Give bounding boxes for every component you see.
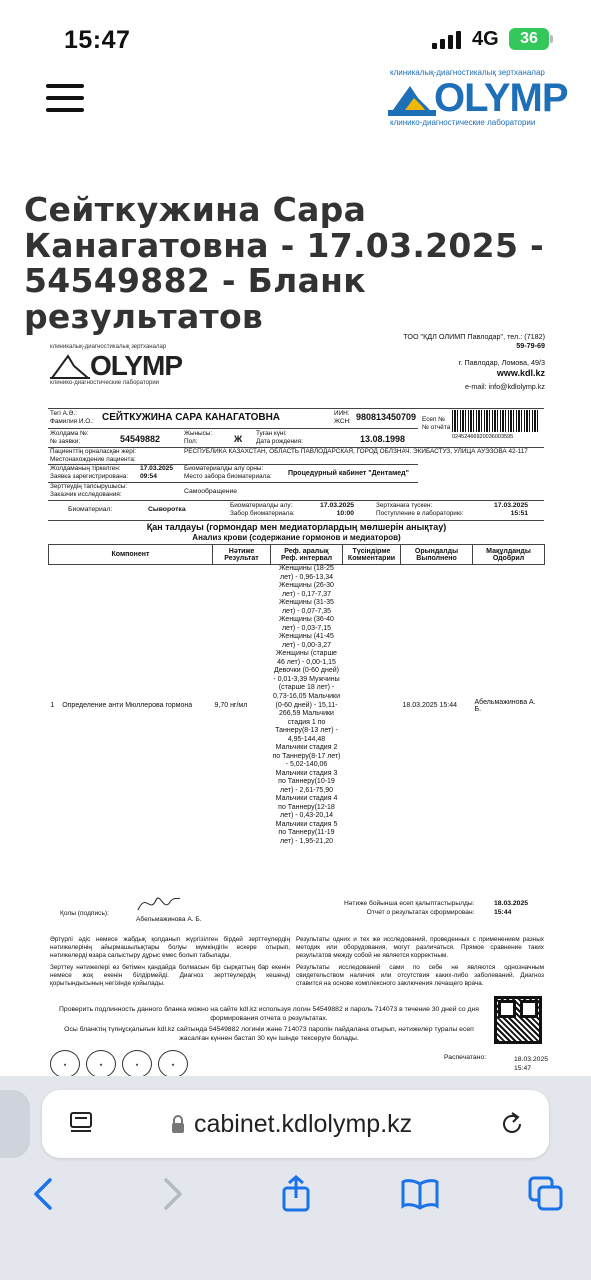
col-performed: Орындалды Выполнено [401,545,473,565]
verify-text-kz: Осы бланктің түпнұсқалығын kdl.kz сайтында 54549882 логиніи және 714073 паролін пайдалана отырып, нәтижелер туралы есеп жасалған күннен бастап 30 күн ішінде тексеруге болады. [64,1026,474,1042]
org-website: www.kdl.kz [496,368,545,378]
award-badge-icon: ★ [158,1050,188,1078]
org-address: г. Павлодар, Ломова, 49/3 [458,358,545,367]
arrival-label: Зертханаға түскен: Поступление в лабораторию: [376,502,464,517]
document-logo-mark-icon [50,352,90,380]
tabs-icon[interactable] [526,1174,566,1214]
site-logo[interactable] [386,68,566,132]
logo-word: OLYMP [434,76,568,120]
disclaimer-ru-2: Результаты исследований сами по себе не являются однозначным свидетельством наличия или отсутствия каких-либо заболеваний. Диагноз ставится на основе комплексного заключения лечащего врача. [296,964,544,988]
back-icon[interactable] [24,1174,64,1214]
order-label: Жолдама №: № заявки: [50,430,89,445]
reader-icon[interactable] [68,1110,94,1136]
section-title-ru: Анализ крови (содержание гормонов и медиаторов) [192,533,401,542]
status-time: 15:47 [64,26,131,54]
logo-mark-icon [388,80,436,116]
award-badge-icon: ★ [86,1050,116,1078]
logo-tagline-kz: клиникалық-диагностикалық зертханалар [390,68,545,77]
signature-image [136,890,182,914]
arrival-value: 17.03.2025 15:51 [494,502,529,518]
sex-label: Жынысы: Пол: [184,430,213,445]
qr-code [494,996,542,1044]
row-index: 1 [50,702,55,710]
biomaterial-value: Сыворотка [148,506,186,513]
biomaterial-label: Биоматериал: [68,506,113,513]
dob-value: 13.08.1998 [360,434,406,444]
printed-value: 18.03.2025 15:47 [514,1056,549,1072]
barcode-number: 02452466920036003595 [452,434,514,440]
disclaimer-kz-1: Әртүрлі әдіс немесе жабдық қолданып жүргізілген бірдей зерттеулердің нәтижелерінің айырмашылықтары болуы мүмкіндігін ескере отырып, нәтижелерді өзара салыстыру дұрыс емес болып табылады. [50,936,290,960]
location-label: Пациенттің орналасқан жері: Местонахождение пациента: [50,448,136,463]
document-logo-tagline-ru: клинико-диагностические лаборатории [50,380,160,386]
row-comment [343,565,401,847]
barcode [452,410,540,432]
final-value: 18.03.2025 15:44 [494,900,529,916]
sex-value: Ж [234,434,243,444]
row-performed: 18.03.2025 15:44 [402,702,457,710]
printed-label: Распечатано: [444,1054,487,1061]
page-title: Сейткужина Сара Канагатовна - 17.03.2025 - 54549882 - Бланк результатов [24,190,544,336]
award-badge-icon: ★ [122,1050,152,1078]
section-title-kz: Қан талдауы (гормондар мен медиаторлардың мөлшерін анықтау) [146,522,447,532]
name-label: Тегі А.Ә.: Фамилия И.О.: [50,410,94,425]
url-text[interactable]: cabinet.kdlolymp.kz [194,1110,413,1138]
disclaimer-kz-2: Зерттеу нәтижелері өз бетімен қандайда болмасын бір сырқаттың бар екенін немесе жоқ екенін білдірмейді. Диагноз зерттеулердің кешенді қорытындысының негізінде қойылады. [50,964,290,988]
battery-icon: 36 [509,28,549,50]
iin-value: 980813450709 [356,412,417,422]
document-logo-tagline-kz: клиникалық-диагностикалық зертханалар [50,344,167,350]
lock-icon [170,1114,186,1134]
browser-toolbar [0,1076,591,1280]
org-phone: 59-79-69 [516,341,545,350]
cellular-signal-icon [432,31,462,49]
network-type: 4G [472,28,499,50]
row-result: 9,70 нг/мл [214,702,248,710]
signature-label: Қолы (подпись): [60,910,109,917]
iin-label: ИИН: ЖСН: [334,410,351,425]
address-bar[interactable] [42,1090,549,1158]
col-result: Нәтиже Результат [213,545,271,565]
forward-icon[interactable] [152,1174,192,1214]
signature-name: Абельмажинова А. Б. [136,916,202,923]
menu-icon[interactable] [46,84,84,112]
col-approved: Мақұлданды Одобрил [473,545,545,565]
share-icon[interactable] [276,1174,316,1214]
dob-label: Туған күні: Дата рождения: [256,430,303,445]
row-approved: Абельмажинова А. Б. [474,698,536,713]
col-comment: Түсіндірме Комментарии [343,545,401,565]
verify-text-ru: Проверить подлинность данного бланка можно на сайте kdl.kz используя логин 54549882 и пароль 714073 в течение 30 дней со дня формирования отчета о результатах. [59,1006,479,1022]
document-logo [50,344,200,384]
col-reference: Реф. аралық Реф. интервал [271,545,343,565]
disclaimer-ru-1: Результаты одних и тех же исследований, проведенных с применением разных методик или оборудования, могут различаться. Прямое сравнение таких результатов между собой не является корректным. [296,936,544,960]
logo-tagline-ru: клинико-диагностические лаборатории [390,118,536,127]
collect-time-value: 17.03.2025 10:00 [320,502,355,518]
bookmarks-icon[interactable] [400,1174,440,1214]
org-name: ТОО "КДЛ ОЛИМП Павлодар", тел.: (7182) [403,332,545,341]
registration-value: 17.03.2025 09:54 [140,465,174,480]
row-component [49,565,213,847]
reload-icon[interactable] [498,1110,526,1138]
location-value: РЕСПУБЛИКА КАЗАХСТАН, ОБЛАСТЬ ПАВЛОДАРСКАЯ, ГОРОД ОБЛЗНАЧ. ЭКИБАСТУЗ, УЛИЦА АУЭЗОВА 42-117 [184,448,528,455]
previous-tab-peek[interactable] [0,1090,30,1158]
collect-place-value: Процедурный кабинет "Дентамед" [288,470,409,477]
collect-time-label: Биоматериалды алу: Забор биоматериала: [230,502,295,517]
document-logo-word: OLYMP [90,350,182,381]
collect-place-label: Биоматериалды алу орны: Место забора биоматериала: [184,465,272,480]
final-label: Нәтиже бойынша есеп қалыптастырылды: Отчет о результатах сформирован: [344,900,475,916]
org-email: e-mail: info@kdlolymp.kz [465,382,545,391]
table-row [49,565,545,847]
customer-value: Самообращение [184,488,238,495]
award-badge-icon: ★ [50,1050,80,1078]
row-reference: Женщины (18-25 лет) - 0,96-13,34 Женщины (26-30 лет) - 0,17-7,37 Женщины (31-35 лет) - 0,07-7,35 Женщины (36-40 лет) - 0,03-7,15 Женщины (41-45 лет) - 0,00-3,27 Женщины (старше 46 лет) - 0,00-1,15 Девочки (0-60 дней) - 0,01-3,39 Мужчины (старше 18 лет) - 0,73-16,05 Мальчики (0-60 дней) - 15,11-266,59 Мальчики стадия 1 по Таннеру(8-13 лет) - 4,95-144,48 Мальчики стадия 2 по Таннеру(8-17 лет) - 5,02-140,06 Мальчики стадия 3 по Таннеру(10-19 лет) - 2,61-75,90 Мальчики стадия 4 по Таннеру(12-18 лет) - 0,43-20,14 Мальчики стадия 5 по Таннеру(11-19 лет) - 1,95-21,20 [272,565,341,845]
registration-label: Жолдаманың тіркелген: Заявка зарегистрирована: [50,465,129,480]
results-table [48,544,545,847]
order-value: 54549882 [120,434,161,444]
table-header-row [49,545,545,565]
col-component: Компонент [49,545,213,565]
customer-label: Зерттеудің тапсырушысы: Заказчик исследования: [50,483,128,498]
patient-name: СЕЙТКУЖИНА САРА КАНАГАТОВНА [102,412,281,423]
report-number-label: Есеп № № отчёта [422,416,451,431]
row-component-name: Определение анти Мюллерова гормона [62,702,193,710]
results-document [44,330,549,1080]
